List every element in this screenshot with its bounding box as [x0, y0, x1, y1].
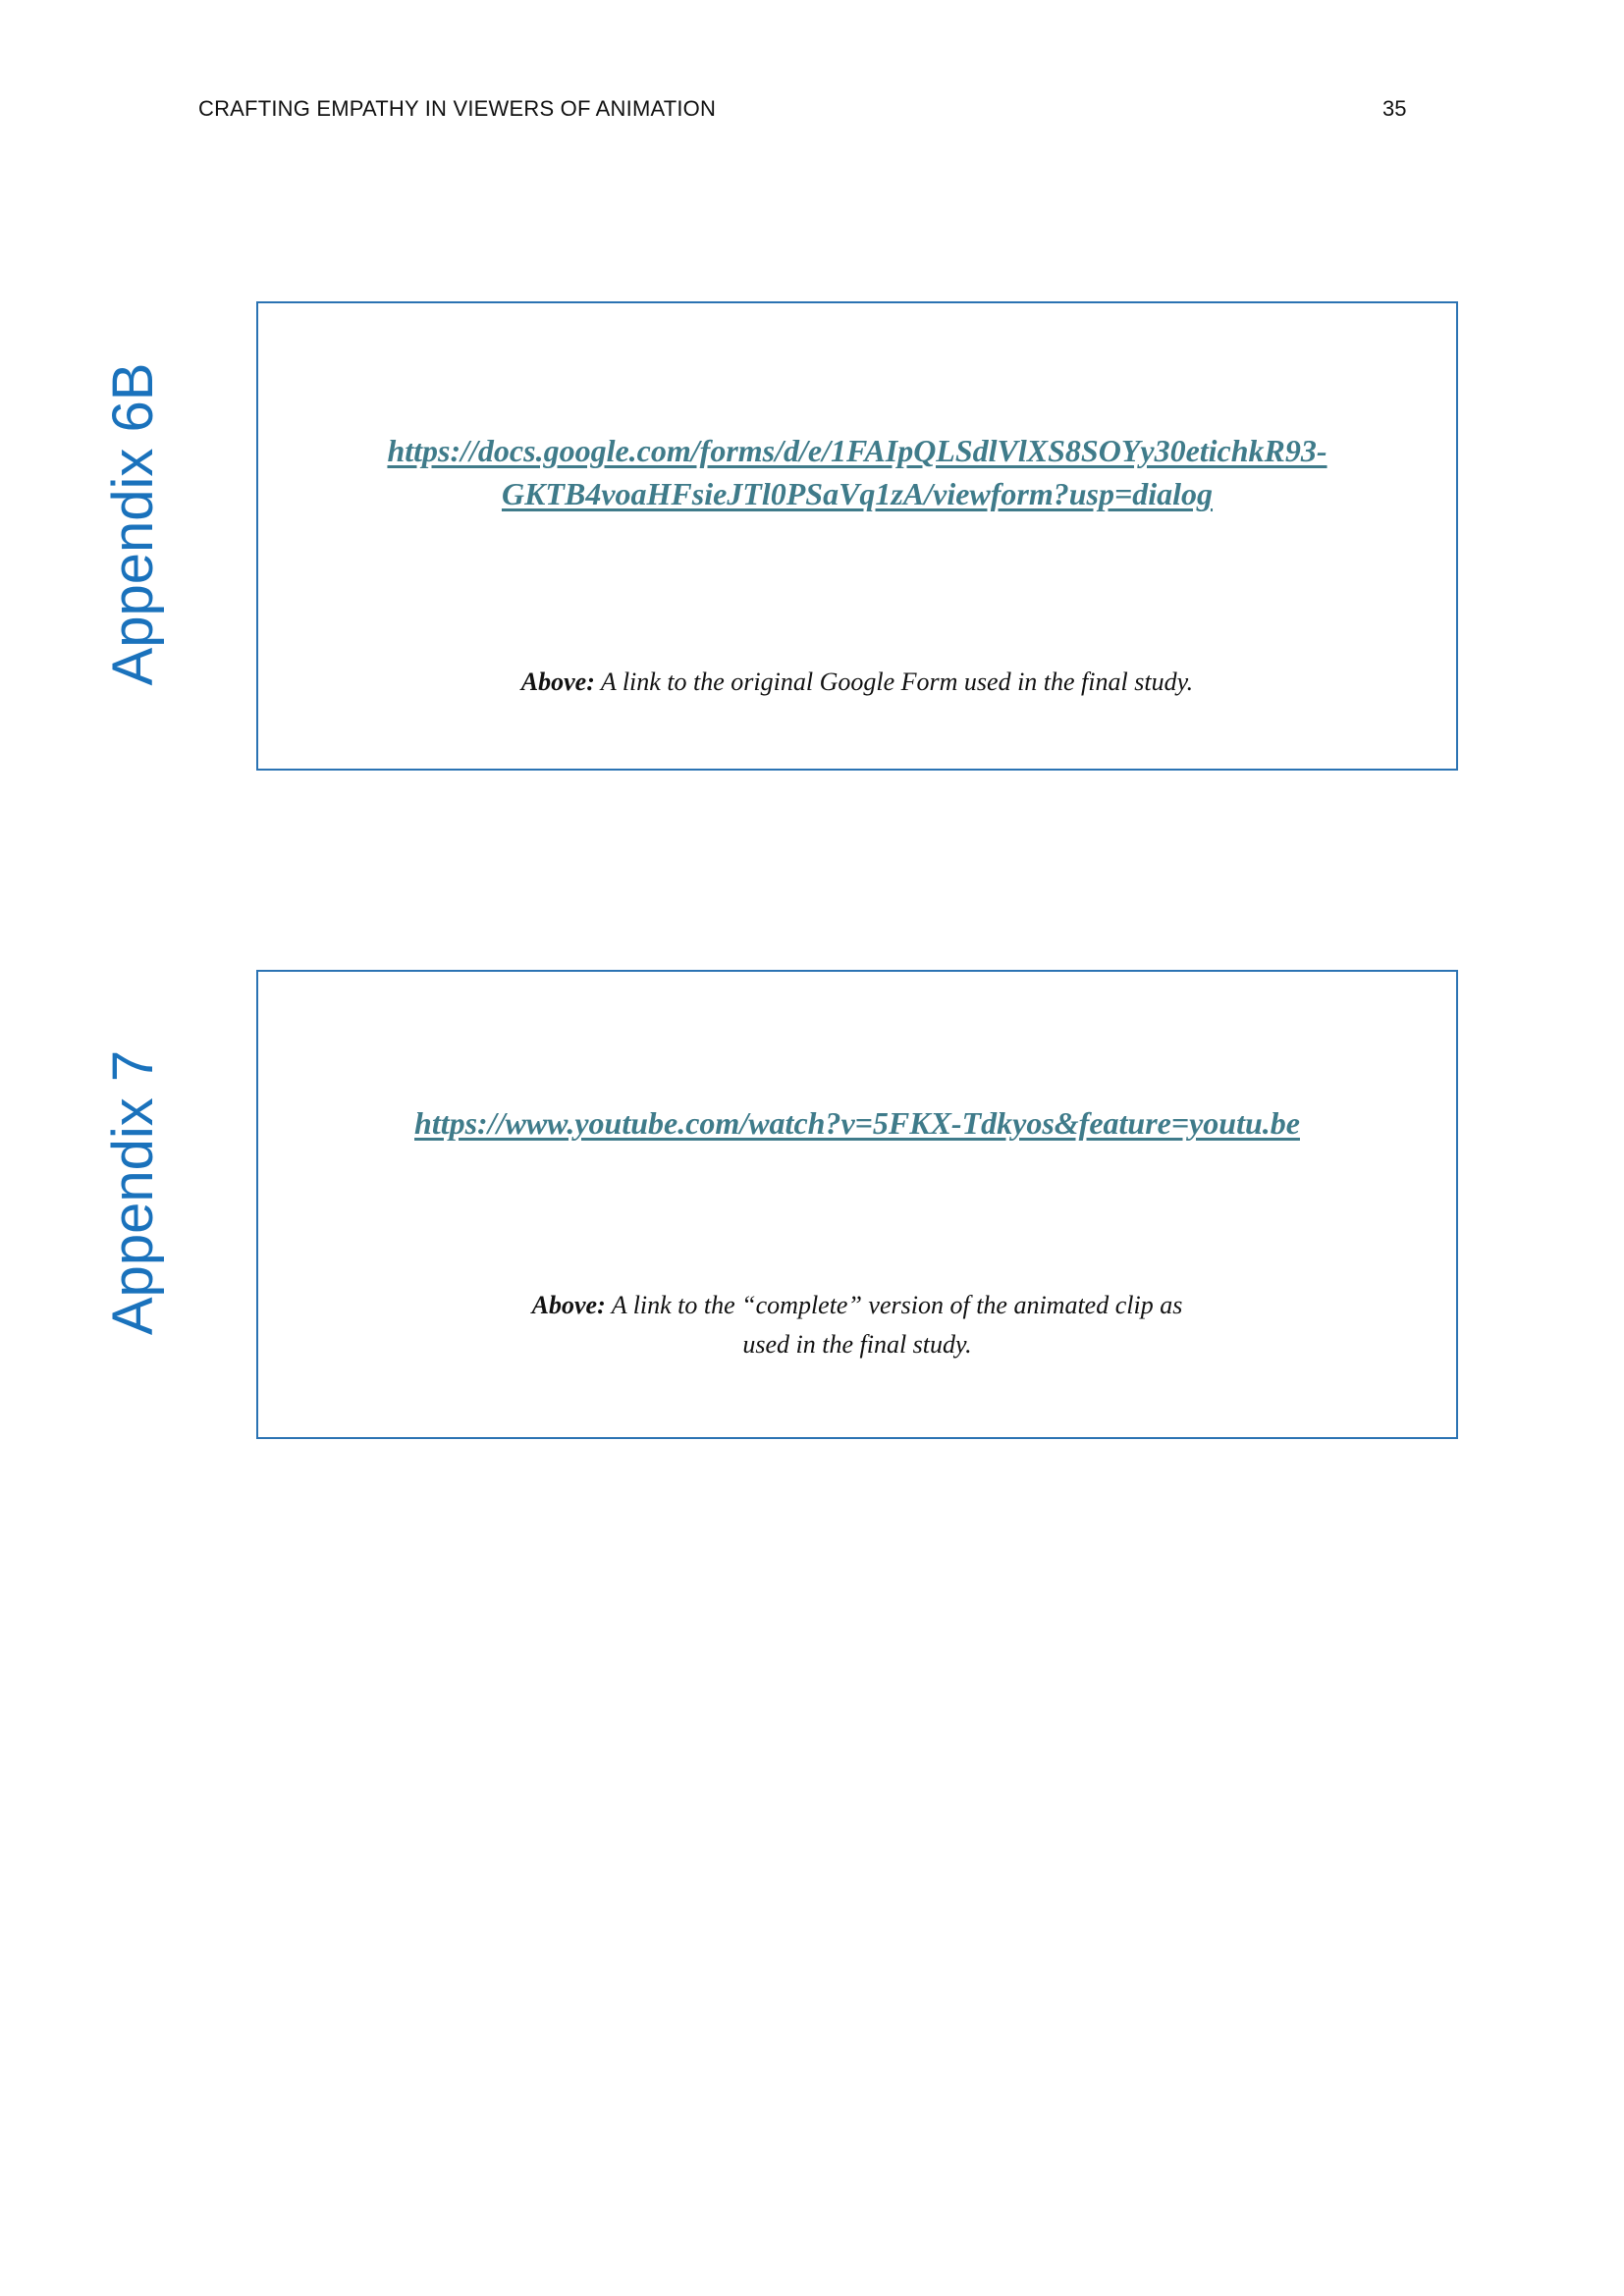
appendix-7-caption [258, 1286, 1456, 1364]
appendix-7-box [256, 970, 1458, 1439]
caption-lead: Above: [531, 1291, 606, 1319]
appendix-6b-box [256, 301, 1458, 771]
youtube-link[interactable]: https://www.youtube.com/watch?v=5FKX-Tdkyos&feature=youtu.be [414, 1105, 1300, 1141]
google-form-link-line1[interactable]: https://docs.google.com/forms/d/e/1FAIpQLSdlVlXS8SOYy30etichkR93- [387, 433, 1327, 468]
caption-line2: used in the final study. [742, 1330, 972, 1359]
appendix-6b-label: Appendix 6B [101, 362, 165, 686]
caption-lead: Above: [520, 667, 595, 696]
page-number: 35 [1382, 96, 1407, 121]
running-head: CRAFTING EMPATHY IN VIEWERS OF ANIMATION [198, 96, 717, 121]
google-form-link[interactable] [258, 429, 1456, 515]
appendix-7-label: Appendix 7 [101, 1049, 165, 1336]
caption-text: A link to the original Google Form used in the final study. [594, 667, 1194, 696]
google-form-link-line2[interactable]: GKTB4voaHFsieJTl0PSaVq1zA/viewform?usp=dialog [501, 476, 1214, 511]
appendix-6b-caption [258, 663, 1456, 702]
caption-line1: A link to the “complete” version of the animated clip as [605, 1291, 1183, 1319]
